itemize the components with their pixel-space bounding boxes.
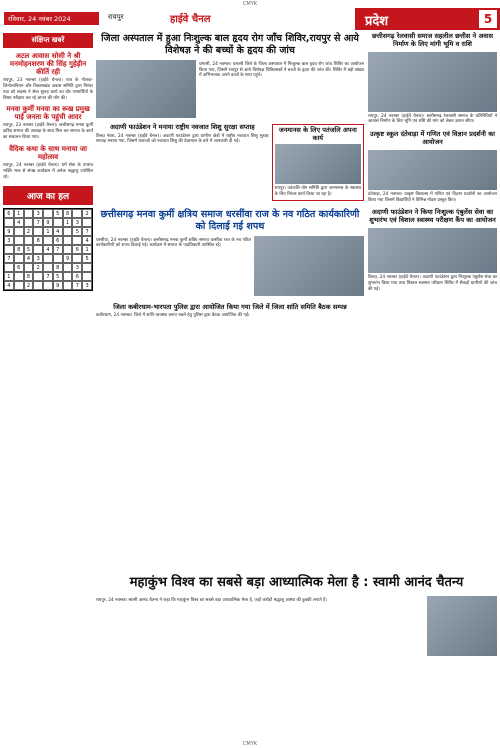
puzzle-cell: 8: [24, 272, 34, 281]
puzzle-cell: 5: [24, 245, 34, 254]
kumbh-title: महाकुंभ विश्व का सबसे बड़ा आध्यात्मिक मेला है : स्वामी आनंद चैतन्य: [129, 575, 464, 590]
puzzle-cell: [4, 245, 14, 254]
puzzle-cell: [4, 218, 14, 227]
puzzle-cell: [82, 272, 92, 281]
kurmi-title: छत्तीसगढ़ मनवा कुर्मी क्षत्रिय समाज धरसींवा राज के नव गठित कार्यकारिणी को दिलाई गई शपथ: [100, 208, 360, 232]
puzzle-cell: 4: [4, 281, 14, 290]
puzzle-cell: [14, 272, 24, 281]
puzzle-cell: [53, 254, 63, 263]
cmyk-mark-bottom: CMYK: [242, 741, 258, 747]
header-brand: हाईवे चैनल: [170, 14, 211, 25]
puzzle-cell: [72, 254, 82, 263]
puzzle-cell: 4: [82, 236, 92, 245]
left-story2-title: मनवा कुर्मी मनवा का रूख प्रमुख पाई जनता के पहुंची आदर: [6, 105, 90, 122]
right-column: [368, 33, 497, 292]
right-story1-title: छत्तीसगढ़ रेलवासी समाज सहलील छत्तीस ने अवास निर्माण के लिए मांगी भूमि व राशि: [372, 32, 493, 48]
puzzle-cell: 2: [33, 263, 43, 272]
puzzle-cell: 6: [4, 209, 14, 218]
right-story2-text: दंतेवाड़ा, 24 नवम्बर। उत्कृष्ट विद्यालय में गणित एवं विज्ञान प्रदर्शनी का आयोजन किया गया जिसमें विद्यार्थियों ने विभिन्न मॉडल प्रस्तुत किए।: [368, 191, 497, 203]
puzzle-cell: [14, 227, 24, 236]
puzzle-cell: 5: [82, 254, 92, 263]
puzzle-cell: [14, 254, 24, 263]
left-story1-title: अटल आवास सोसी ने श्री मनमोहनशरण की सिंह गुहेड़ीन कीर्ति रही: [9, 52, 87, 77]
puzzle-cell: 8: [14, 245, 24, 254]
page-header: [0, 8, 500, 30]
puzzle-cell: [24, 209, 34, 218]
puzzle-cell: [63, 272, 73, 281]
main-column: [96, 33, 364, 319]
puzzle-cell: 3: [72, 218, 82, 227]
puzzle-cell: [33, 245, 43, 254]
puzzle-cell: 6: [14, 263, 24, 272]
puzzle-cell: 4: [24, 254, 34, 263]
puzzle-cell: 4: [14, 218, 24, 227]
puzzle-cell: [24, 236, 34, 245]
puzzle-cell: 3: [33, 254, 43, 263]
police-text: कबीरधाम, 24 नवम्बर। जिले में शांति व्यवस्था बनाए रखने हेतु पुलिस द्वारा बैठक आयोजित की गई।: [96, 313, 250, 319]
hospital-story-text: धमतरी, 24 नवम्बर। धमतरी जिले के जिला अस्पताल में निःशुल्क बाल हृदय रोग जांच शिविर का आयोजन किया गया, जिसमें रायपुर से आये विशेषज्ञ चिकित्सकों ने बच्चों के हृदय की जांच की। शिविर में बड़ी संख्या में अभिभावक अपने बच्चों के साथ पहुंचे।: [199, 61, 364, 79]
puzzle-cell: 8: [63, 209, 73, 218]
puzzle-cell: [24, 218, 34, 227]
puzzle-cell: [43, 254, 53, 263]
puzzle-cell: 3: [33, 209, 43, 218]
puzzle-cell: 8: [53, 263, 63, 272]
right-story2-photo: [368, 150, 497, 190]
puzzle-cell: [33, 272, 43, 281]
puzzle-cell: 1: [43, 227, 53, 236]
main-headline: जिला अस्पताल में हुआ निःशुल्क बाल हृदय रोग जाँच शिविर,रायपुर से आये विशेषज्ञ ने की बच्चों के हृदय की जांच: [101, 33, 359, 56]
puzzle-cell: [82, 218, 92, 227]
puzzle-cell: 7: [82, 227, 92, 236]
cmyk-mark-top: CMYK: [242, 1, 258, 7]
puzzle-cell: [63, 236, 73, 245]
right-story3-title: अदाणी फाउंडेशन ने किया निःशुल्क एंबुलेंस सेवा का शुभारंभ एवं विशाल स्वास्थ्य परीक्षण कैंप का आयोजन: [369, 208, 496, 225]
puzzle-cell: 5: [53, 272, 63, 281]
left-story3-text: रायपुर, 24 नवम्बर (हाईवे चैनल)। धर्म सेवा के उपरांत भक्ति भाव से संपन्न कार्यक्रम में अनेक श्रद्धालु उपस्थित रहे।: [3, 162, 93, 180]
puzzle-cell: 2: [24, 227, 34, 236]
puzzle-cell: [14, 236, 24, 245]
puzzle-cell: [43, 236, 53, 245]
left-column: [3, 33, 93, 291]
puzzle-cell: 1: [63, 218, 73, 227]
puzzle-title: आज का हल: [3, 186, 93, 205]
kurmi-text: धरसींवा, 24 नवम्बर (हाईवे चैनल)। छत्तीसगढ़ मनवा कुर्मी क्षत्रिय समाज धरसींवा राज के नव गठित कार्यकारिणी को शपथ दिलाई गई। कार्यक्रम में समाज के पदाधिकारी उपस्थित रहे।: [96, 237, 251, 249]
puzzle-cell: [63, 245, 73, 254]
patanjali-box: [272, 124, 364, 201]
puzzle-cell: [43, 263, 53, 272]
header-date: रविवार, 24 नवंबर 2024: [4, 12, 99, 25]
puzzle-cell: [72, 209, 82, 218]
puzzle-cell: 7: [72, 281, 82, 290]
puzzle-cell: 6: [72, 245, 82, 254]
puzzle-cell: 7: [33, 218, 43, 227]
right-story1-text: रायपुर, 24 नवम्बर (हाईवे चैनल)। छत्तीसगढ़ रेलवासी समाज के प्रतिनिधियों ने आवास निर्माण के लिए भूमि एवं राशि की मांग को लेकर ज्ञापन सौंपा।: [368, 113, 497, 125]
left-story2-text: रायपुर, 23 नवम्बर (हाईवे चैनल)। छत्तीसगढ़ मनवा कुर्मी क्षत्रिय समाज की अध्यक्ष के साथ मिल कर समाज के कार्य का संचालन किया गया।: [3, 123, 93, 141]
puzzle-cell: [82, 263, 92, 272]
puzzle-cell: 9: [4, 227, 14, 236]
puzzle-cell: [33, 227, 43, 236]
puzzle-cell: 5: [53, 209, 63, 218]
puzzle-cell: 3: [72, 263, 82, 272]
header-section: प्रदेश: [355, 8, 500, 30]
puzzle-cell: 1: [4, 272, 14, 281]
puzzle-cell: 6: [53, 236, 63, 245]
puzzle-cell: 7: [53, 245, 63, 254]
puzzle-cell: 4: [53, 227, 63, 236]
puzzle-cell: 1: [82, 245, 92, 254]
puzzle-cell: 8: [33, 236, 43, 245]
puzzle-cell: 3: [4, 236, 14, 245]
puzzle-cell: 2: [24, 281, 34, 290]
right-story3-photo: [368, 228, 497, 273]
kumbh-photo: [427, 596, 497, 656]
puzzle-cell: 5: [72, 227, 82, 236]
puzzle-cell: 4: [43, 245, 53, 254]
puzzle-cell: [63, 281, 73, 290]
puzzle-cell: 9: [43, 218, 53, 227]
puzzle-cell: 7: [4, 254, 14, 263]
puzzle-cell: [43, 281, 53, 290]
right-story3-text: तिल्दा, 24 नवम्बर (हाईवे चैनल)। अदाणी फाउंडेशन द्वारा निःशुल्क एंबुलेंस सेवा का शुभारंभ किया गया तथा विशाल स्वास्थ्य परीक्षण शिविर में सैकड़ों ग्रामीणों की जांच की गई।: [368, 274, 497, 292]
puzzle-cell: 7: [43, 272, 53, 281]
kurmi-photo: [254, 236, 364, 296]
puzzle-cell: [24, 263, 34, 272]
puzzle-cell: 2: [82, 209, 92, 218]
left-story3-title: वैदिक कथा के साथ मनाया जा महोत्सव: [9, 144, 87, 161]
hospital-photo: [96, 60, 196, 118]
police-title: जिला कबीरधाम-भारपता पुलिस द्वारा आयोजित किया गया जिले में जिला शांति समिति बैठक सम्पन्न: [113, 302, 347, 311]
foundation-title: अदाणी फाउंडेशन ने मनाया राष्ट्रीय नवजात शिशु सुरक्षा सप्ताह: [109, 122, 255, 131]
puzzle-grid: [3, 208, 93, 291]
puzzle-cell: [72, 236, 82, 245]
puzzle-cell: [53, 218, 63, 227]
foundation-text: तिल्दा नेवरा, 24 नवम्बर (हाईवे चैनल)। अदाणी फाउंडेशन द्वारा ग्रामीण क्षेत्रों में राष्ट्रीय नवजात शिशु सुरक्षा सप्ताह मनाया गया, जिसमें माताओं को नवजात शिशु की देखभाल के बारे में जानकारी दी गई।: [96, 133, 269, 145]
header-city: रायपुर: [108, 13, 124, 21]
patanjali-title: जनमानस के लिए पतंजलि अपना कार्य: [278, 125, 357, 142]
puzzle-cell: [4, 263, 14, 272]
puzzle-cell: 1: [14, 209, 24, 218]
right-story1-photo: [368, 52, 497, 112]
puzzle-cell: [63, 227, 73, 236]
puzzle-cell: 9: [63, 254, 73, 263]
puzzle-cell: [43, 209, 53, 218]
kumbh-story: [96, 575, 497, 656]
puzzle-cell: 3: [82, 281, 92, 290]
right-story2-title: उत्कृष्ट स्कूल दंतेवाड़ा में गणित एवं विज्ञान प्रदर्शनी का आयोजन: [370, 130, 495, 146]
puzzle-cell: 6: [72, 272, 82, 281]
patanjali-photo: [275, 144, 361, 184]
brief-news-label: संक्षिप्त खबरें: [3, 33, 93, 48]
page-number: 5: [479, 10, 497, 28]
puzzle-cell: [63, 263, 73, 272]
kumbh-text: रायपुर, 24 नवम्बर। स्वामी आनंद चैतन्य ने कहा कि महाकुंभ विश्व का सबसे बड़ा आध्यात्मिक मेला है, जहाँ करोड़ों श्रद्धालु आस्था की डुबकी लगाते हैं।: [96, 597, 327, 603]
puzzle-cell: 9: [53, 281, 63, 290]
puzzle-cell: [33, 281, 43, 290]
left-story1-text: रायपुर, 23 नवम्बर (हाईवे चैनल)। राज के गोलवा-जिनोलानियम और विकासखंड अवास समिति द्वारा निरंतर पात्र को सदस्य ने सेवा सुलह कार्य का दौर परमार्थियों के विषय परीक्षण कर रहे ज्ञापन की माँग की।: [3, 78, 93, 101]
patanjali-text: रायपुर। पतंजलि योग समिति द्वारा जनमानस के स्वास्थ्य के लिए निरंतर कार्य किया जा रहा है।: [274, 186, 361, 198]
puzzle-cell: [14, 281, 24, 290]
